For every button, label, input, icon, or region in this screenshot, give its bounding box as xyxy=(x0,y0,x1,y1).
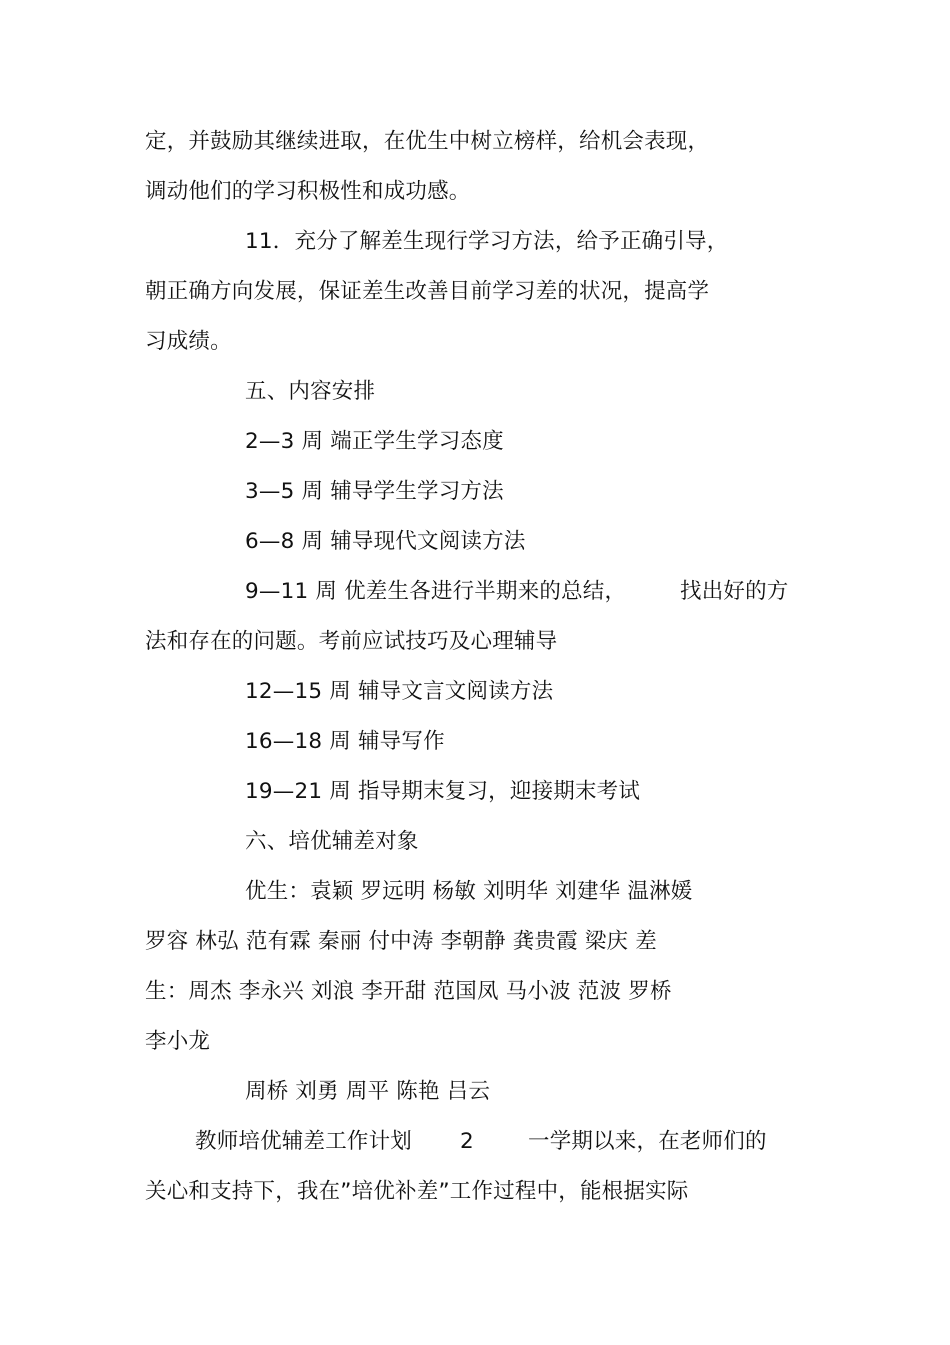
text-line: 关心和支持下，我在”培优补差”工作过程中，能根据实际 xyxy=(145,1179,689,1204)
text-line: 11．充分了解差生现行学习方法，给予正确引导， xyxy=(245,229,729,254)
schedule-item: 6—8 周 辅导现代文阅读方法 xyxy=(245,529,526,554)
section-heading: 五、内容安排 xyxy=(245,379,376,404)
text-line: 朝正确方向发展，保证差生改善目前学习差的状况，提高学 xyxy=(145,279,710,304)
text-line: 习成绩。 xyxy=(145,329,232,354)
section-heading: 六、培优辅差对象 xyxy=(245,829,419,854)
name-list-line: 生：周杰 李永兴 刘浪 李开甜 范国凤 马小波 范波 罗桥 xyxy=(145,979,672,1004)
text-line: 法和存在的问题。考前应试技巧及心理辅导 xyxy=(145,629,558,654)
plan-number: 2 xyxy=(460,1129,474,1154)
name-list-line: 李小龙 xyxy=(145,1029,211,1054)
schedule-item: 16—18 周 辅导写作 xyxy=(245,729,445,754)
schedule-item xyxy=(0,577,950,607)
name-list-line: 周桥 刘勇 周平 陈艳 吕云 xyxy=(245,1079,491,1104)
text-segment: 9—11 周 优差生各进行半期来的总结， xyxy=(245,579,627,604)
schedule-item: 3—5 周 辅导学生学习方法 xyxy=(245,479,504,504)
text-line: 调动他们的学习积极性和成功感。 xyxy=(145,179,471,204)
schedule-item: 19—21 周 指导期末复习，迎接期末考试 xyxy=(245,779,641,804)
text-segment: 找出好的方 xyxy=(680,579,789,604)
plan-title: 教师培优辅差工作计划 xyxy=(195,1129,413,1154)
text-line xyxy=(0,1127,950,1157)
text-line: 定，并鼓励其继续进取，在优生中树立榜样，给机会表现， xyxy=(145,129,710,154)
name-list-line: 优生：袁颖 罗远明 杨敏 刘明华 刘建华 温淋媛 xyxy=(245,879,693,904)
schedule-item: 12—15 周 辅导文言文阅读方法 xyxy=(245,679,554,704)
text-segment: 一学期以来，在老师们的 xyxy=(528,1129,767,1154)
name-list-line: 罗容 林弘 范有霖 秦丽 付中涛 李朝静 龚贵霞 梁庆 差 xyxy=(145,929,657,954)
schedule-item: 2—3 周 端正学生学习态度 xyxy=(245,429,504,454)
